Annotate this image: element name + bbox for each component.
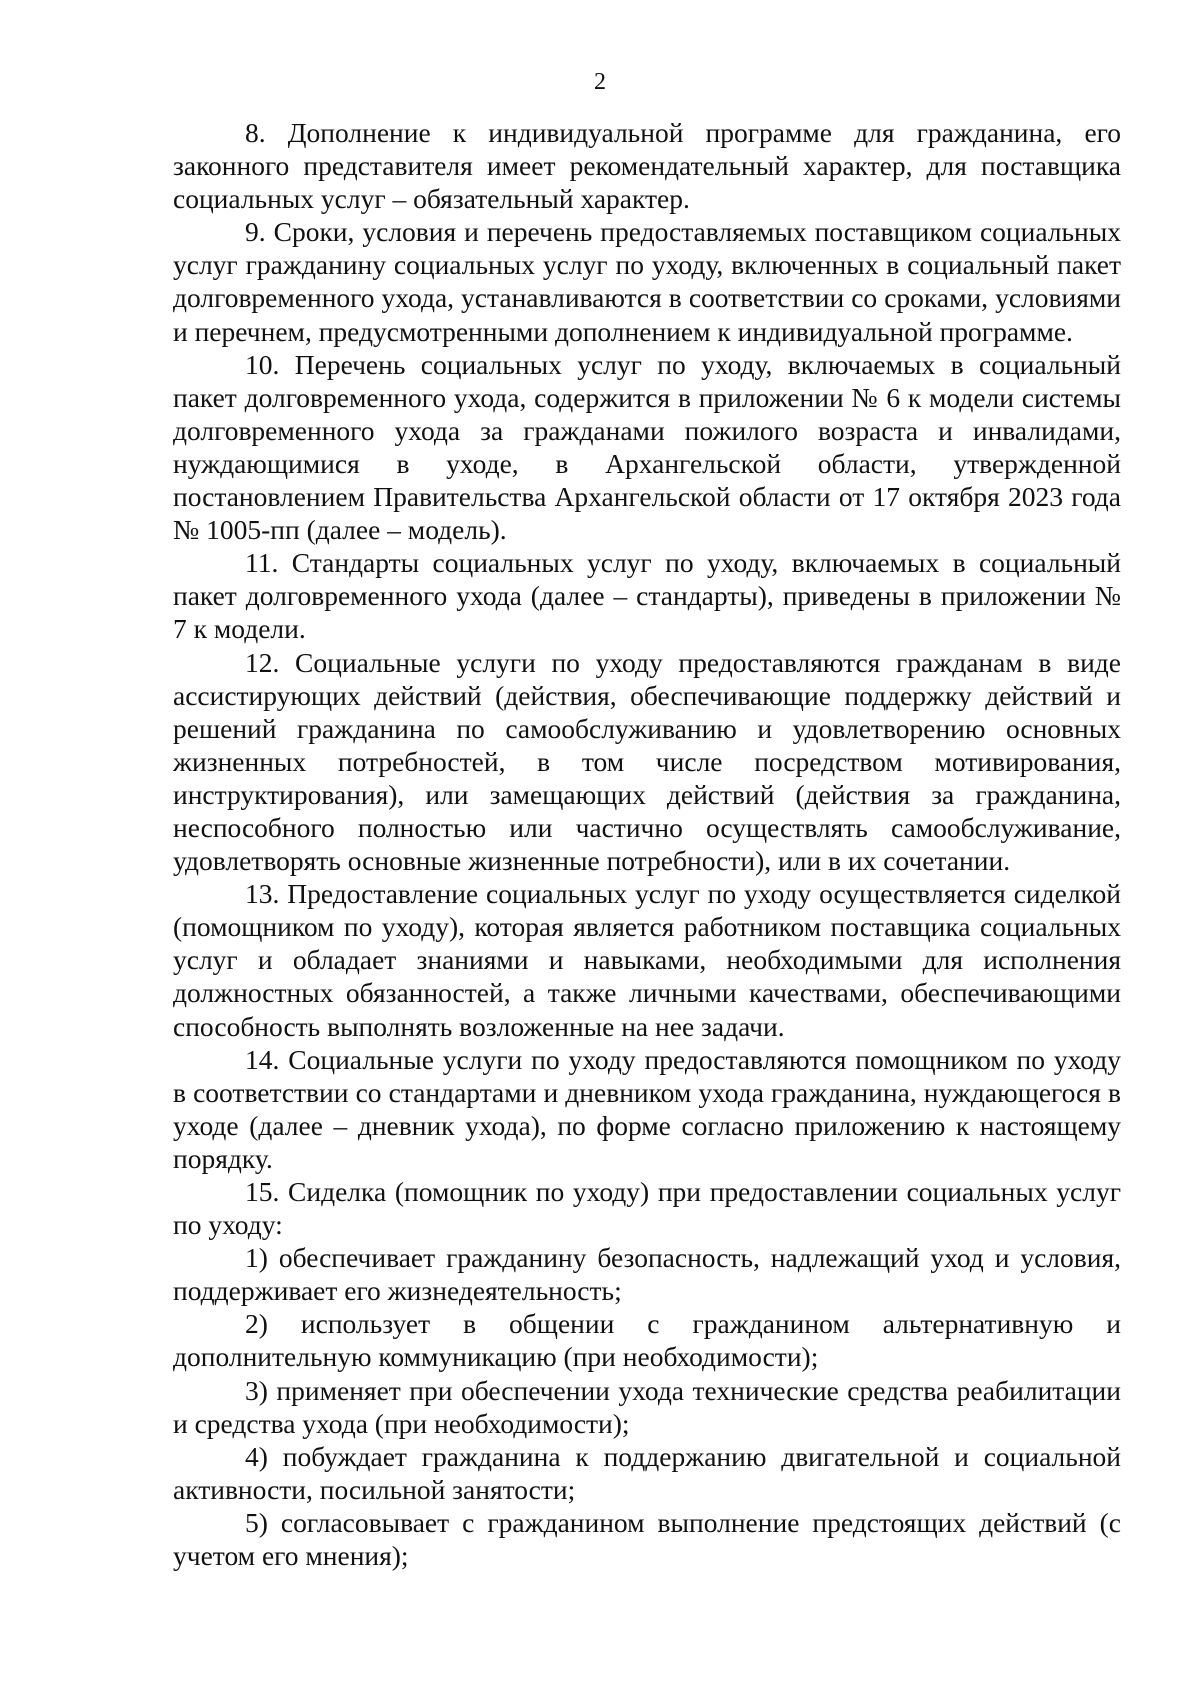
document-body [173, 116, 1121, 1572]
list-item-3: 3) применяет при обеспечении ухода технические средства реабилитации и средства ухода (при необходимости); [173, 1374, 1121, 1439]
page-number: 2 [594, 69, 606, 95]
list-item-5: 5) согласовывает с гражданином выполнение предстоящих действий (с учетом его мнения); [173, 1506, 1121, 1572]
list-item-4: 4) побуждает гражданина к поддержанию двигательной и социальной активности, посильной занятости; [173, 1440, 1121, 1505]
paragraph-15: 15. Сиделка (помощник по уходу) при предоставлении социальных услуг по уходу: [173, 1176, 1121, 1241]
paragraph-14: 14. Социальные услуги по уходу предоставляются помощником по уходу в соответствии со стандартами и дневником ухода гражданина, нуждающегося в уходе (далее – дневник ухода), по форме согласно приложению к настоящему порядку. [173, 1043, 1121, 1174]
paragraph-10: 10. Перечень социальных услуг по уходу, включаемых в социальный пакет долговременного ухода, содержится в приложении № 6 к модели системы долговременного ухода за гражданами пожилого возраста и инвалидами, нуждающимися в уходе, в Архангельской области, утвержденной постановлением Правительства Архангельской области от 17 октября 2023 года № 1005-пп (далее – модель). [173, 348, 1121, 546]
list-item-1: 1) обеспечивает гражданину безопасность, надлежащий уход и условия, поддерживает его жизнедеятельность; [173, 1242, 1121, 1307]
paragraph-8: 8. Дополнение к индивидуальной программе для гражданина, его законного представителя имеет рекомендательный характер, для поставщика социальных услуг – обязательный характер. [173, 117, 1121, 215]
paragraph-9: 9. Сроки, условия и перечень предоставляемых поставщиком социальных услуг гражданину социальных услуг по уходу, включенных в социальный пакет долговременного ухода, устанавливаются в соответствии со сроками, условиями и перечнем, предусмотренными дополнением к индивидуальной программе. [173, 216, 1121, 347]
paragraph-12: 12. Социальные услуги по уходу предоставляются гражданам в виде ассистирующих действий (действия, обеспечивающие поддержку действий и решений гражданина по самообслуживанию и удовлетворению основных жизненных потребностей, в том числе посредством мотивирования, инструктирования), или замещающих действий (действия за гражданина, неспособного полностью или частично осуществлять самообслуживание, удовлетворять основные жизненные потребности), или в их сочетании. [173, 646, 1121, 877]
list-item-2: 2) использует в общении с гражданином альтернативную и дополнительную коммуникацию (при необходимости); [173, 1308, 1121, 1373]
paragraph-13: 13. Предоставление социальных услуг по уходу осуществляется сиделкой (помощником по уходу), которая является работником поставщика социальных услуг и обладает знаниями и навыками, необходимыми для исполнения должностных обязанностей, а также личными качествами, обеспечивающими способность выполнять возложенные на нее задачи. [173, 878, 1121, 1042]
paragraph-11: 11. Стандарты социальных услуг по уходу, включаемых в социальный пакет долговременного ухода (далее – стандарты), приведены в приложении № 7 к модели. [173, 547, 1121, 645]
